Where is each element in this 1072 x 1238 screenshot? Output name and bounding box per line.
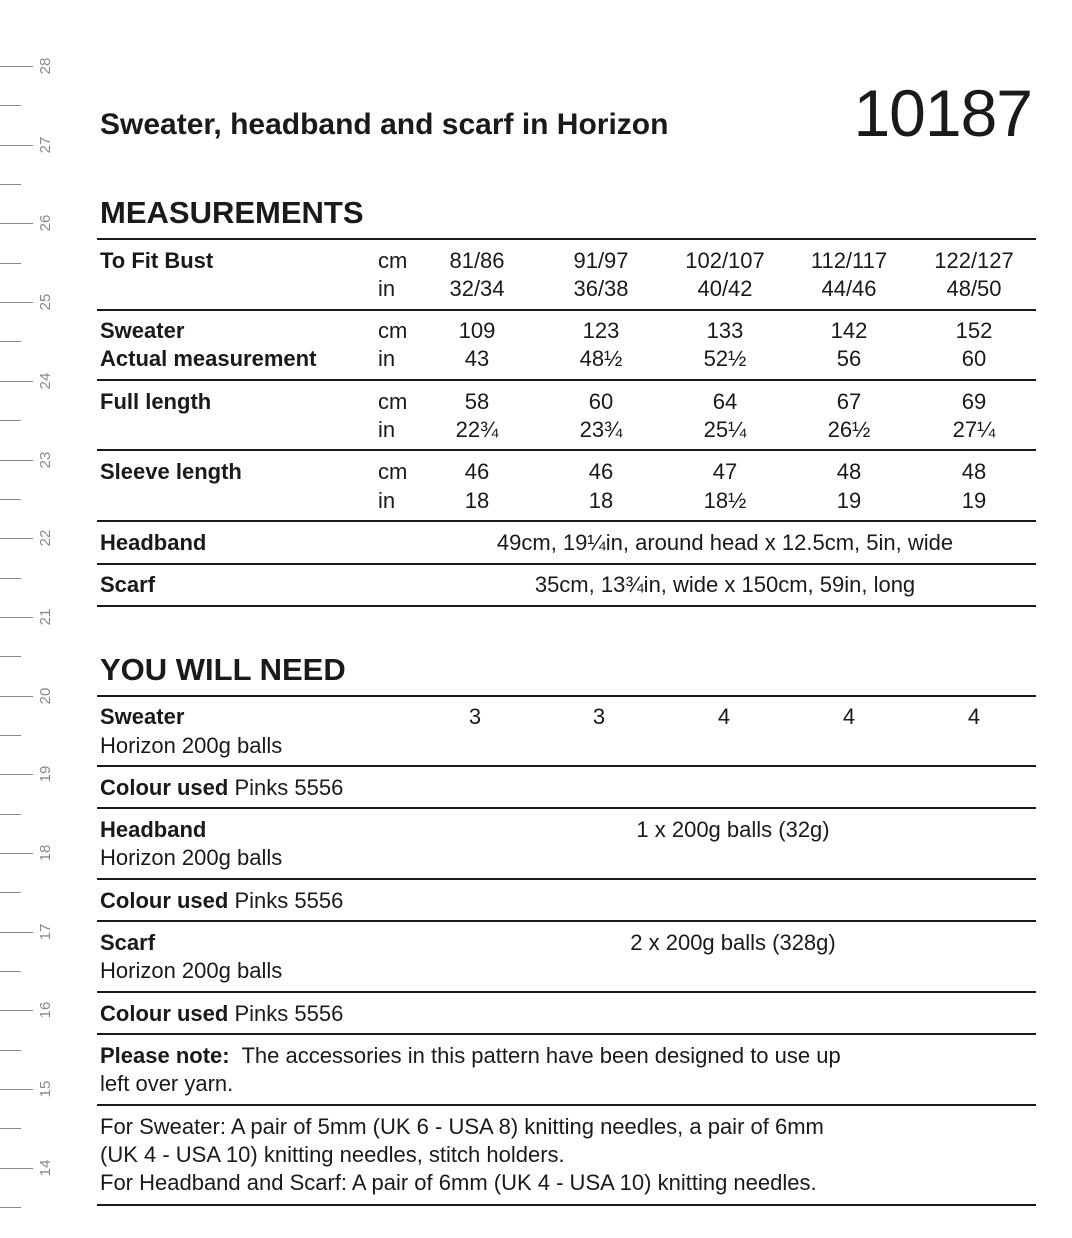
ruler-label: 16 <box>37 1002 54 1019</box>
size-value: 56 <box>836 346 862 371</box>
size-value: 19 <box>961 488 987 513</box>
row-label: Sweater <box>100 318 185 343</box>
size-value: 40/42 <box>697 276 753 301</box>
note-label: Please note: <box>100 1043 230 1068</box>
ruler-label: 17 <box>37 923 54 941</box>
size-value: 91/97 <box>573 248 629 273</box>
size-value: 18 <box>588 488 614 513</box>
size-value: 27¼ <box>952 417 996 442</box>
ruler-label: 24 <box>37 372 54 390</box>
unit-label: cm <box>378 318 408 343</box>
ruler-label: 27 <box>37 136 54 154</box>
ruler-major-tick <box>0 460 33 461</box>
ruler-minor-tick <box>0 1207 21 1208</box>
unit-label: cm <box>378 248 408 273</box>
size-value: 44/46 <box>821 276 877 301</box>
size-value: 64 <box>712 389 738 414</box>
ruler-minor-tick <box>0 105 21 106</box>
divider <box>97 1033 1036 1035</box>
size-value: 58 <box>464 389 490 414</box>
colour-label: Colour used <box>100 888 229 913</box>
ruler-minor-tick <box>0 971 21 972</box>
ball-count: 3 <box>468 704 482 729</box>
ball-count: 4 <box>842 704 856 729</box>
divider <box>97 449 1036 451</box>
scarf-size: 35cm, 13¾in, wide x 150cm, 59in, long <box>534 572 916 597</box>
size-value: 123 <box>582 318 620 343</box>
ruler-label: 18 <box>37 844 54 862</box>
ruler-minor-tick <box>0 814 21 815</box>
headband-colour <box>100 887 343 915</box>
headband-size: 49cm, 19¼in, around head x 12.5cm, 5in, wide <box>496 530 954 555</box>
note-text: The accessories in this pattern have been designed to use up <box>241 1043 841 1068</box>
divider <box>97 920 1036 922</box>
unit-label: in <box>378 488 396 513</box>
ruler-minor-tick <box>0 892 21 893</box>
size-value: 46 <box>464 459 490 484</box>
ruler-minor-tick <box>0 735 21 736</box>
ruler-major-tick <box>0 617 33 618</box>
ruler-minor-tick <box>0 499 21 500</box>
divider <box>97 1104 1036 1106</box>
pattern-number: 10187 <box>853 76 1032 150</box>
ruler-minor-tick <box>0 656 21 657</box>
size-value: 122/127 <box>934 248 1014 273</box>
scarf-need-label: Scarf <box>100 930 156 955</box>
divider <box>97 563 1036 565</box>
divider <box>97 765 1036 767</box>
divider <box>97 238 1036 240</box>
size-value: 133 <box>706 318 744 343</box>
pattern-title: Sweater, headband and scarf in Horizon <box>100 108 669 141</box>
ruler-label: 22 <box>37 529 54 547</box>
size-value: 32/34 <box>449 276 505 301</box>
note-text-line2: left over yarn. <box>100 1071 234 1096</box>
size-value: 48/50 <box>946 276 1002 301</box>
ruler-label: 19 <box>37 765 54 783</box>
headband-need-label: Headband <box>100 817 207 842</box>
ruler-major-tick <box>0 774 33 775</box>
ruler-major-tick <box>0 223 33 224</box>
ball-count: 4 <box>717 704 731 729</box>
headband-label: Headband <box>100 530 207 555</box>
size-value: 142 <box>830 318 868 343</box>
row-label: Sleeve length <box>100 459 242 484</box>
ruler-major-tick <box>0 1089 33 1090</box>
scarf-need-value: 2 x 200g balls (328g) <box>630 930 836 955</box>
size-value: 46 <box>588 459 614 484</box>
ruler-label: 20 <box>37 687 54 704</box>
size-value: 152 <box>955 318 993 343</box>
ruler-major-tick <box>0 538 33 539</box>
size-value: 112/117 <box>810 248 888 273</box>
size-value: 52½ <box>703 346 747 371</box>
ruler-major-tick <box>0 853 33 854</box>
size-value: 19 <box>836 488 862 513</box>
divider <box>97 991 1036 993</box>
size-value: 60 <box>588 389 614 414</box>
scarf-colour <box>100 1000 343 1028</box>
you-will-need-heading: YOU WILL NEED <box>100 652 346 687</box>
divider <box>97 309 1036 311</box>
colour-label: Colour used <box>100 1001 229 1026</box>
ruler-major-tick <box>0 145 33 146</box>
ruler-major-tick <box>0 696 33 697</box>
divider <box>97 379 1036 381</box>
headband-need-sub: Horizon 200g balls <box>100 845 283 870</box>
size-value: 18 <box>464 488 490 513</box>
size-value: 23¾ <box>579 417 623 442</box>
unit-label: cm <box>378 389 408 414</box>
ruler-minor-tick <box>0 184 21 185</box>
size-value: 102/107 <box>685 248 765 273</box>
ruler-minor-tick <box>0 341 21 342</box>
ruler-label: 26 <box>37 215 54 232</box>
please-note <box>100 1042 841 1070</box>
size-value: 81/86 <box>449 248 505 273</box>
size-value: 43 <box>464 346 490 371</box>
ruler-label: 28 <box>37 57 54 75</box>
row-label: Full length <box>100 389 212 414</box>
sweater-colour <box>100 774 343 802</box>
colour-value: Pinks 5556 <box>234 1001 344 1026</box>
sweater-need-sub: Horizon 200g balls <box>100 733 283 758</box>
needles-line-1: For Sweater: A pair of 5mm (UK 6 - USA 8) knitting needles, a pair of 6mm <box>100 1114 824 1139</box>
size-value: 26½ <box>827 417 871 442</box>
ruler-label: 14 <box>37 1159 54 1177</box>
size-value: 18½ <box>703 488 747 513</box>
divider <box>97 807 1036 809</box>
ruler-major-tick <box>0 381 33 382</box>
ruler-minor-tick <box>0 420 21 421</box>
ball-count: 3 <box>592 704 606 729</box>
headband-need-value: 1 x 200g balls (32g) <box>636 817 830 842</box>
colour-value: Pinks 5556 <box>234 775 344 800</box>
colour-label: Colour used <box>100 775 229 800</box>
ruler-minor-tick <box>0 1128 21 1129</box>
ruler-major-tick <box>0 1010 33 1011</box>
ruler-major-tick <box>0 1168 33 1169</box>
unit-label: in <box>378 276 396 301</box>
needles-line-2: (UK 4 - USA 10) knitting needles, stitch holders. <box>100 1142 565 1167</box>
divider <box>97 1204 1036 1206</box>
ruler-major-tick <box>0 302 33 303</box>
size-value: 69 <box>961 389 987 414</box>
ruler-label: 25 <box>37 293 54 311</box>
row-label: Actual measurement <box>100 346 317 371</box>
size-value: 67 <box>836 389 862 414</box>
ruler-minor-tick <box>0 578 21 579</box>
colour-value: Pinks 5556 <box>234 888 344 913</box>
unit-label: in <box>378 346 396 371</box>
ruler-major-tick <box>0 66 33 67</box>
ruler-major-tick <box>0 932 33 933</box>
unit-label: in <box>378 417 396 442</box>
scarf-need-sub: Horizon 200g balls <box>100 958 283 983</box>
size-value: 60 <box>961 346 987 371</box>
size-value: 48 <box>961 459 987 484</box>
ball-count: 4 <box>967 704 981 729</box>
ruler-label: 15 <box>37 1080 54 1098</box>
size-value: 36/38 <box>573 276 629 301</box>
unit-label: cm <box>378 459 408 484</box>
size-value: 22¾ <box>455 417 499 442</box>
divider <box>97 520 1036 522</box>
ruler-minor-tick <box>0 263 21 264</box>
size-value: 48½ <box>579 346 623 371</box>
measurements-heading: MEASUREMENTS <box>100 195 364 230</box>
row-label: To Fit Bust <box>100 248 214 273</box>
scarf-label: Scarf <box>100 572 156 597</box>
needles-line-3: For Headband and Scarf: A pair of 6mm (UK 4 - USA 10) knitting needles. <box>100 1170 817 1195</box>
divider <box>97 605 1036 607</box>
size-value: 109 <box>458 318 496 343</box>
sweater-need-label: Sweater <box>100 704 185 729</box>
size-value: 48 <box>836 459 862 484</box>
size-value: 25¼ <box>703 417 747 442</box>
ruler-minor-tick <box>0 1050 21 1051</box>
ruler-label: 23 <box>37 451 54 468</box>
divider <box>97 695 1036 697</box>
size-value: 47 <box>712 459 738 484</box>
ruler-label: 21 <box>37 608 54 626</box>
divider <box>97 878 1036 880</box>
